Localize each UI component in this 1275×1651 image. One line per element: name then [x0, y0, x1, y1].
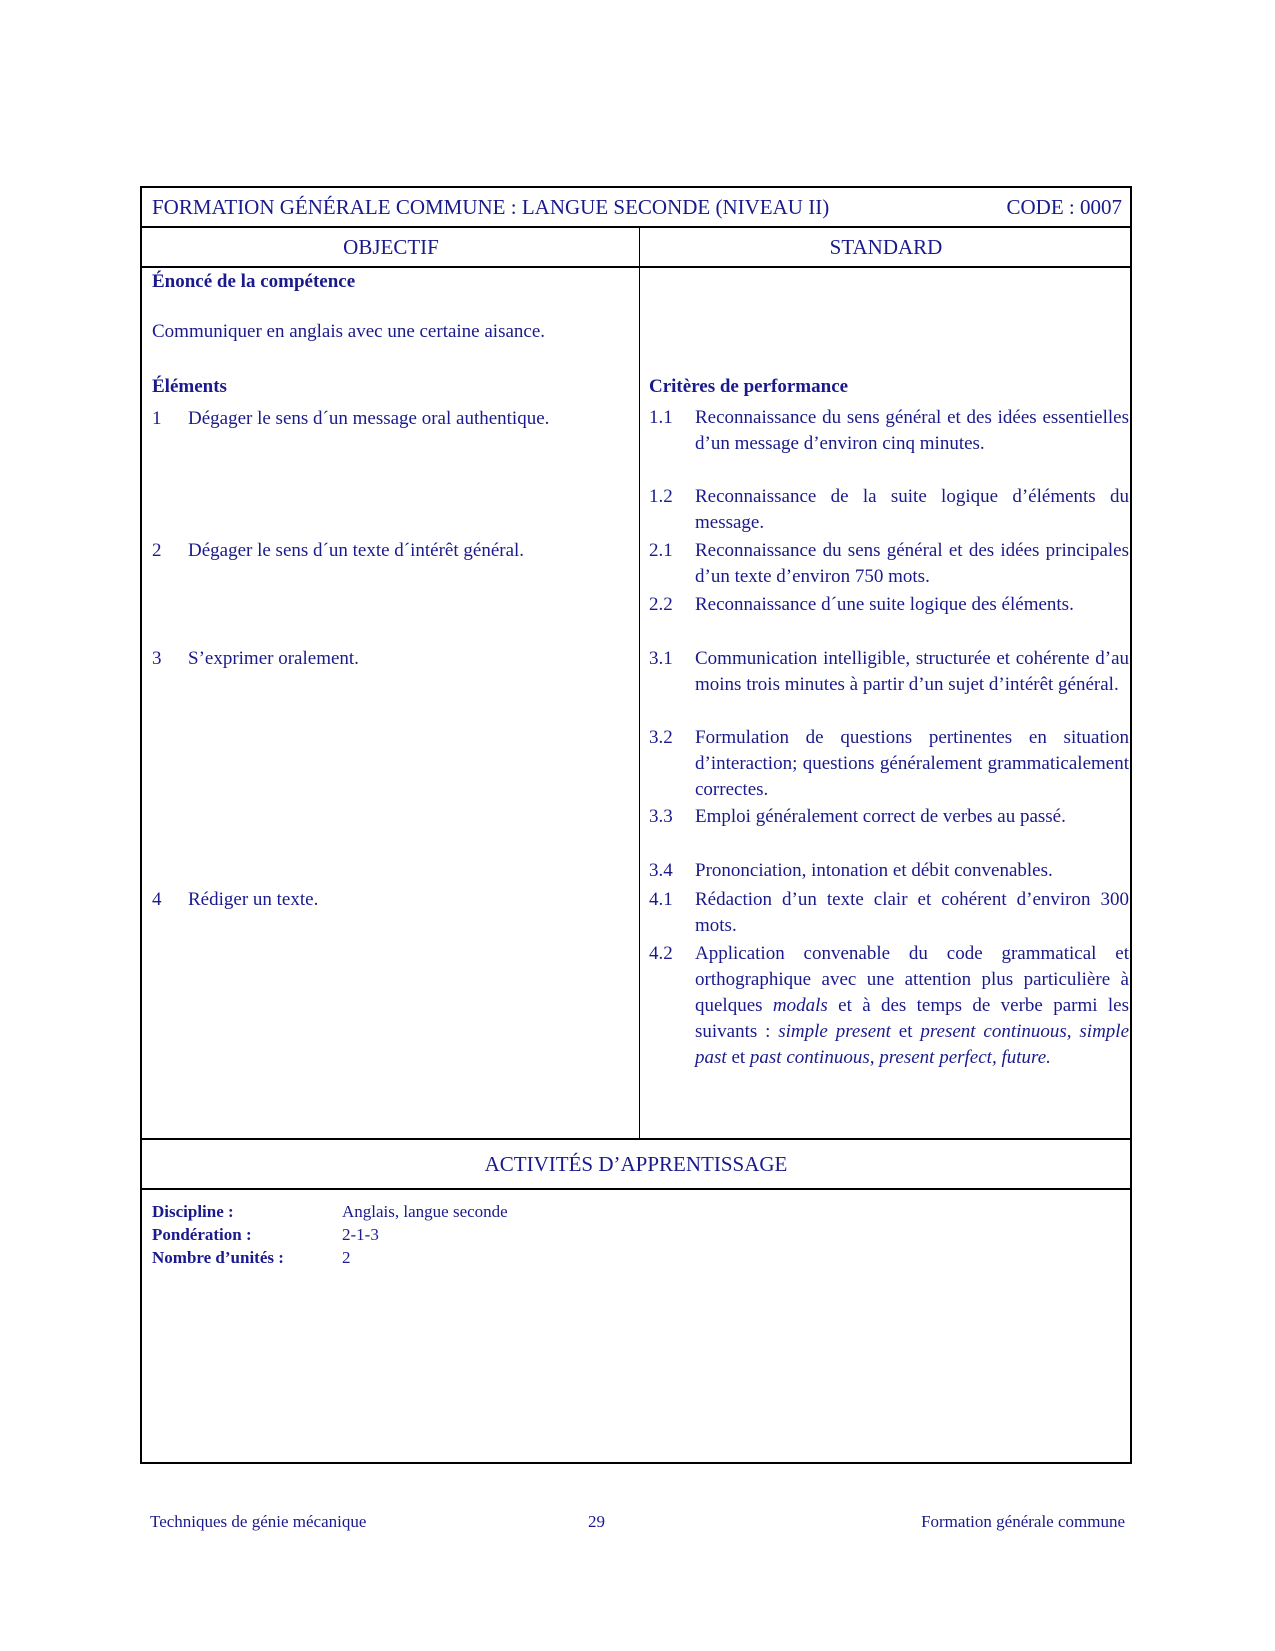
criterion-item [649, 941, 1129, 1071]
element-number: 3 [152, 648, 162, 669]
info-row [152, 1223, 508, 1246]
criterion-item [649, 538, 1129, 590]
criterion-text: Reconnaissance d´une suite logique des éléments. [695, 594, 1074, 615]
competency-frame [140, 186, 1132, 1464]
page-number: 29 [588, 1512, 605, 1531]
course-info [152, 1200, 508, 1269]
criterion-text: Formulation de questions pertinentes en situation d’interaction; questions généralement grammaticalement correctes. [695, 727, 1129, 800]
criteres-label: Critères de performance [649, 376, 849, 397]
criterion-number: 3.1 [649, 648, 673, 669]
info-value: 2 [342, 1248, 351, 1267]
criterion-number: 2.1 [649, 540, 673, 561]
element-item [152, 540, 524, 562]
criterion-text: Rédaction d’un texte clair et cohérent d’environ 300 mots. [695, 889, 1129, 936]
criterion-text: Prononciation, intonation et débit convenables. [695, 860, 1053, 881]
competence-label: Énoncé de la compétence [152, 271, 356, 292]
element-item [152, 408, 549, 430]
element-text: Rédiger un texte. [188, 889, 319, 910]
criterion-number: 1.1 [649, 407, 673, 428]
info-row [152, 1200, 508, 1223]
title-row [142, 188, 1130, 228]
criterion-text: Communication intelligible, structurée et cohérente d’au moins trois minutes à partir d’un sujet d’intérêt général. [695, 648, 1129, 695]
criterion-item [649, 725, 1129, 803]
info-label: Discipline : [152, 1202, 234, 1221]
elements-label: Éléments [152, 376, 227, 397]
document-title: FORMATION GÉNÉRALE COMMUNE : LANGUE SECONDE (NIVEAU II) [152, 194, 830, 219]
criterion-number: 2.2 [649, 594, 673, 615]
element-text: Dégager le sens d´un message oral authentique. [188, 408, 550, 429]
criterion-number: 4.2 [649, 943, 673, 964]
criterion-text: Reconnaissance du sens général et des idées essentielles d’un message d’environ cinq minutes. [695, 407, 1129, 454]
element-number: 4 [152, 889, 162, 910]
objectif-header: OBJECTIF [343, 234, 439, 259]
info-label: Nombre d’unités : [152, 1248, 284, 1267]
criterion-text: Application convenable du code grammatical et orthographique avec une attention plus particulière à quelques modals et à des temps de verbe parmi les suivants : simple present et present continuous, simple past et past continuous, present perfect, future. [695, 943, 1129, 1068]
criterion-item [649, 646, 1129, 698]
criterion-item [649, 858, 1129, 884]
footer-program: Techniques de génie mécanique [150, 1512, 367, 1531]
criterion-number: 3.2 [649, 727, 673, 748]
course-code: CODE : 0007 [1006, 194, 1122, 219]
criterion-text: Reconnaissance de la suite logique d’éléments du message. [695, 486, 1129, 533]
element-number: 1 [152, 408, 162, 429]
criterion-text: Reconnaissance du sens général et des idées principales d’un texte d’environ 750 mots. [695, 540, 1129, 587]
criterion-item [649, 484, 1129, 536]
criterion-item [649, 592, 1129, 618]
competence-text: Communiquer en anglais avec une certaine aisance. [152, 321, 546, 342]
criterion-text: Emploi généralement correct de verbes au passé. [695, 806, 1066, 827]
info-label: Pondération : [152, 1225, 252, 1244]
element-number: 2 [152, 540, 162, 561]
footer-section: Formation générale commune [921, 1512, 1125, 1531]
element-text: Dégager le sens d´un texte d´intérêt général. [188, 540, 525, 561]
criterion-item [649, 405, 1129, 457]
element-item [152, 648, 359, 670]
criterion-number: 3.3 [649, 806, 673, 827]
info-value: Anglais, langue seconde [342, 1202, 508, 1221]
element-item [152, 889, 318, 911]
activities-heading: ACTIVITÉS D’APPRENTISSAGE [142, 1138, 1130, 1190]
column-header-row [142, 228, 1130, 268]
info-value: 2-1-3 [342, 1225, 379, 1244]
criterion-number: 3.4 [649, 860, 673, 881]
element-text: S’exprimer oralement. [188, 648, 359, 669]
criterion-number: 1.2 [649, 486, 673, 507]
criterion-number: 4.1 [649, 889, 673, 910]
standard-header: STANDARD [829, 234, 943, 259]
column-divider [639, 228, 640, 1138]
criterion-item [649, 887, 1129, 939]
criterion-item [649, 804, 1129, 830]
info-row [152, 1246, 508, 1269]
